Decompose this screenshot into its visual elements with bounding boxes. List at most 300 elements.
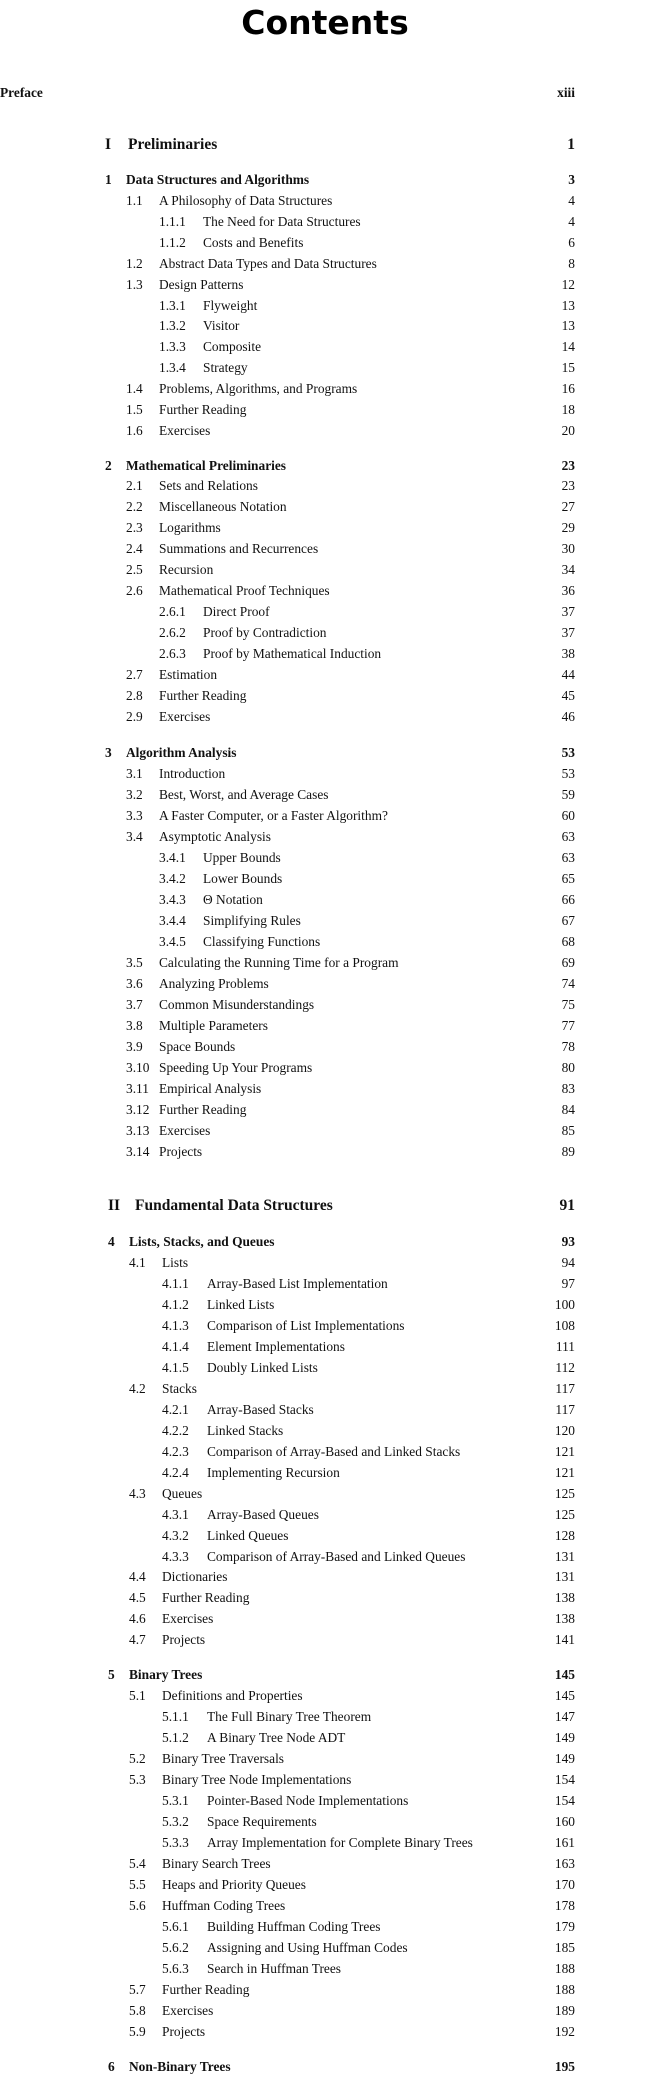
toc-entry-number: 3.7 (126, 997, 143, 1012)
toc-entry-title: Preliminaries (128, 136, 218, 153)
toc-entry[interactable] (0, 1896, 650, 1916)
toc-entry[interactable] (0, 1358, 650, 1378)
toc-entry-page: 30 (561, 541, 575, 556)
toc-entry[interactable] (0, 1421, 650, 1441)
toc-entry[interactable] (0, 1728, 650, 1748)
toc-entry-page: 27 (561, 499, 575, 514)
toc-entry-number: 2.6.1 (159, 604, 186, 619)
toc-entry[interactable] (0, 233, 650, 253)
toc-entry-page: 93 (561, 1234, 575, 1249)
toc-entry-title: Composite (203, 339, 262, 354)
toc-entry[interactable] (0, 1016, 650, 1036)
toc-entry-number: 1.3 (126, 277, 143, 292)
toc-entry[interactable] (0, 785, 650, 805)
toc-entry-title: The Full Binary Tree Theorem (207, 1709, 372, 1724)
toc-entry-number: 2.6 (126, 583, 143, 598)
toc-entry-title: Further Reading (159, 688, 247, 703)
toc-entry-title: Binary Tree Traversals (162, 1751, 285, 1766)
toc-entry-number: 3.11 (126, 1081, 149, 1096)
toc-entry-page: 12 (561, 277, 575, 292)
toc-entry-page: 69 (561, 955, 575, 970)
toc-entry[interactable] (0, 1100, 650, 1120)
toc-entry-page: 128 (554, 1528, 575, 1543)
toc-entry-number: 4.2.1 (162, 1402, 189, 1417)
toc-entry[interactable] (0, 953, 650, 973)
toc-entry-page: 89 (561, 1144, 575, 1159)
toc-entry-page: 121 (554, 1465, 575, 1480)
toc-entry-page: 53 (561, 745, 575, 760)
toc-entry-title: Stacks (162, 1381, 197, 1396)
toc-entry-title: A Binary Tree Node ADT (207, 1730, 346, 1745)
toc-entry-title: Lists (162, 1255, 189, 1270)
toc-entry-number: 1.4 (126, 381, 143, 396)
toc-entry[interactable] (0, 1463, 650, 1483)
toc-entry-number: 2.4 (126, 541, 143, 556)
toc-entry-title: Linked Queues (207, 1528, 289, 1543)
toc-entry-title: Doubly Linked Lists (207, 1360, 318, 1375)
toc-entry-title: Recursion (159, 562, 214, 577)
toc-entry-title: Abstract Data Types and Data Structures (159, 256, 377, 271)
toc-entry-title: Projects (162, 2024, 206, 2039)
toc-entry[interactable] (0, 848, 650, 868)
toc-entry-title: Array Implementation for Complete Binary Trees (207, 1835, 473, 1850)
toc-entry-title: A Philosophy of Data Structures (159, 193, 333, 208)
toc-entry-title: Mathematical Preliminaries (126, 458, 287, 473)
toc-entry[interactable] (0, 1379, 650, 1399)
toc-entry-number: 4.5 (129, 1590, 146, 1605)
toc-entry-number: 1.1.2 (159, 235, 186, 250)
toc-entry-number: 2 (105, 458, 112, 473)
toc-entry-page: xiii (557, 85, 575, 100)
toc-entry-title: Flyweight (203, 298, 258, 313)
toc-entry-number: 4.1 (129, 1255, 146, 1270)
toc-entry[interactable] (0, 1959, 650, 1979)
toc-entry[interactable] (0, 539, 650, 559)
toc-entry-number: 5 (108, 1667, 115, 1682)
toc-entry[interactable] (0, 1442, 650, 1462)
toc-entry[interactable] (0, 1079, 650, 1099)
toc-entry-number: I (105, 136, 112, 153)
toc-entry-title: Best, Worst, and Average Cases (159, 787, 329, 802)
toc-entry-number: 1.3.3 (159, 339, 186, 354)
toc-entry-number: 4.2.2 (162, 1423, 189, 1438)
toc-entry-page: 44 (561, 667, 575, 682)
toc-entry-number: 5.8 (129, 2003, 146, 2018)
toc-entry-page: 68 (561, 934, 575, 949)
toc-entry-title: Array-Based Stacks (207, 1402, 314, 1417)
toc-entry-page: 192 (554, 2024, 575, 2039)
toc-entry[interactable] (0, 316, 650, 336)
toc-entry-number: 2.5 (126, 562, 143, 577)
toc-entry-number: 4.4 (129, 1569, 146, 1584)
toc-entry[interactable] (0, 1337, 650, 1357)
toc-entry-page: 149 (554, 1730, 575, 1745)
toc-entry-title: Binary Search Trees (162, 1856, 271, 1871)
toc-entry-number: 5.7 (129, 1982, 146, 1997)
toc-entry-title: Logarithms (159, 520, 221, 535)
toc-entry-page: 74 (561, 976, 575, 991)
toc-entry[interactable] (0, 1833, 650, 1853)
toc-entry[interactable] (0, 1400, 650, 1420)
toc-entry-number: 3.4.5 (159, 934, 186, 949)
toc-entry-title: Projects (162, 1632, 206, 1647)
toc-entry[interactable] (0, 1749, 650, 1769)
toc-entry[interactable] (0, 83, 650, 103)
toc-entry[interactable] (0, 1980, 650, 2000)
toc-entry-title: Binary Trees (129, 1667, 203, 1682)
toc-entry[interactable] (0, 212, 650, 232)
toc-entry-number: 1.1.1 (159, 214, 186, 229)
toc-entry[interactable] (0, 1121, 650, 1141)
toc-entry[interactable] (0, 497, 650, 517)
toc-entry-number: 2.2 (126, 499, 143, 514)
toc-entry-page: 100 (554, 1297, 575, 1312)
toc-entry-page: 108 (554, 1318, 575, 1333)
toc-entry-number: 3.3 (126, 808, 143, 823)
toc-entry[interactable] (0, 2022, 650, 2042)
toc-entry-page: 63 (561, 829, 575, 844)
toc-entry[interactable] (0, 665, 650, 685)
toc-entry[interactable] (0, 1232, 650, 1252)
toc-entry[interactable] (0, 1567, 650, 1587)
toc-entry-title: Direct Proof (203, 604, 270, 619)
toc-entry-page: 189 (554, 2003, 575, 2018)
toc-entry-page: 4 (568, 193, 575, 208)
toc-entry-number: 5.3.3 (162, 1835, 189, 1850)
toc-entry[interactable] (0, 806, 650, 826)
toc-entry-page: 13 (561, 298, 575, 313)
toc-entry[interactable] (0, 911, 650, 931)
toc-entry[interactable] (0, 1854, 650, 1874)
toc-entry-page: 117 (555, 1402, 575, 1417)
toc-entry[interactable] (0, 254, 650, 274)
toc-entry-page: 121 (554, 1444, 575, 1459)
toc-entry[interactable] (0, 476, 650, 496)
toc-entry-number: 4.3.1 (162, 1507, 189, 1522)
toc-entry-page: 4 (568, 214, 575, 229)
toc-entry-title: Empirical Analysis (159, 1081, 262, 1096)
toc-entry-page: 178 (554, 1898, 575, 1913)
toc-entry-page: 94 (561, 1255, 575, 1270)
toc-entry[interactable] (0, 1609, 650, 1629)
toc-entry-number: 5.3 (129, 1772, 146, 1787)
toc-entry-title: Queues (162, 1486, 203, 1501)
toc-entry-number: 5.1.2 (162, 1730, 189, 1745)
toc-entry[interactable] (0, 623, 650, 643)
toc-entry-title: Calculating the Running Time for a Program (159, 955, 399, 970)
toc-entry[interactable] (0, 644, 650, 664)
toc-entry[interactable] (0, 707, 650, 727)
toc-entry[interactable] (0, 400, 650, 420)
toc-entry-title: Algorithm Analysis (126, 745, 237, 760)
toc-entry-number: 2.9 (126, 709, 143, 724)
toc-entry[interactable] (0, 995, 650, 1015)
toc-entry-title: Element Implementations (207, 1339, 345, 1354)
toc-entry-number: 3.6 (126, 976, 143, 991)
toc-entry-page: 188 (554, 1961, 575, 1976)
toc-entry-title: Dictionaries (162, 1569, 228, 1584)
toc-entry-title: Non-Binary Trees (129, 2059, 231, 2074)
toc-entry-number: 4.3.2 (162, 1528, 189, 1543)
toc-entry-page: 65 (561, 871, 575, 886)
toc-entry[interactable] (0, 1058, 650, 1078)
toc-entry-page: 149 (554, 1751, 575, 1766)
toc-entry-number: 1 (105, 172, 112, 187)
toc-entry-title: Exercises (159, 1123, 211, 1138)
toc-entry-title: Problems, Algorithms, and Programs (159, 381, 358, 396)
toc-entry-page: 125 (554, 1486, 575, 1501)
toc-entry[interactable] (0, 1142, 650, 1162)
toc-entry-title: Miscellaneous Notation (159, 499, 287, 514)
toc-entry-number: 4.1.3 (162, 1318, 189, 1333)
toc-entry-page: 14 (561, 339, 575, 354)
toc-entry-page: 6 (568, 235, 575, 250)
toc-entry-title: Visitor (203, 318, 240, 333)
toc-entry[interactable] (0, 191, 650, 211)
toc-entry-number: 3.2 (126, 787, 143, 802)
toc-entry-number: 3.4.3 (159, 892, 186, 907)
toc-entry-page: 85 (561, 1123, 575, 1138)
toc-entry[interactable] (0, 421, 650, 441)
toc-entry-number: 3.4.4 (159, 913, 186, 928)
toc-entry-title: Exercises (162, 2003, 214, 2018)
toc-entry-number: 3.4.1 (159, 850, 186, 865)
toc-entry[interactable] (0, 932, 650, 952)
toc-entry-title: Huffman Coding Trees (162, 1898, 286, 1913)
toc-entry-page: 53 (561, 766, 575, 781)
toc-entry-number: 2.3 (126, 520, 143, 535)
toc-entry-page: 117 (555, 1381, 575, 1396)
toc-entry-page: 154 (554, 1793, 575, 1808)
toc-entry-page: 59 (561, 787, 575, 802)
toc-entry-number: 1.2 (126, 256, 143, 271)
toc-entry-page: 20 (561, 423, 575, 438)
toc-entry-number: 3.1 (126, 766, 143, 781)
toc-entry-number: 6 (108, 2059, 115, 2074)
toc-entry-title: Implementing Recursion (207, 1465, 340, 1480)
toc-entry-page: 29 (561, 520, 575, 535)
toc-entry[interactable] (0, 1505, 650, 1525)
toc-entry-number: 3.8 (126, 1018, 143, 1033)
toc-entry-title: Building Huffman Coding Trees (207, 1919, 381, 1934)
toc-entry[interactable] (0, 602, 650, 622)
toc-entry[interactable] (0, 2001, 650, 2021)
toc-entry[interactable] (0, 827, 650, 847)
toc-entry[interactable] (0, 1194, 650, 1218)
toc-entry-title: Comparison of Array-Based and Linked Queues (207, 1549, 466, 1564)
toc-entry[interactable] (0, 560, 650, 580)
toc-entry-number: 1.5 (126, 402, 143, 417)
toc-entry-number: 2.8 (126, 688, 143, 703)
toc-entry[interactable] (0, 456, 650, 476)
toc-entry-page: 138 (554, 1611, 575, 1626)
toc-entry-page: 75 (561, 997, 575, 1012)
toc-entry-page: 160 (554, 1814, 575, 1829)
toc-entry[interactable] (0, 1917, 650, 1937)
toc-entry-title: Space Requirements (207, 1814, 317, 1829)
toc-entry-number: 5.6.2 (162, 1940, 189, 1955)
toc-entry-page: 3 (568, 172, 575, 187)
toc-entry-title: The Need for Data Structures (203, 214, 361, 229)
toc-entry-number: 5.6 (129, 1898, 146, 1913)
toc-entry-number: 2.7 (126, 667, 143, 682)
toc-entry[interactable] (0, 581, 650, 601)
toc-entry-number: 5.6.3 (162, 1961, 189, 1976)
toc-entry-number: 4 (108, 1234, 115, 1249)
toc-entry-page: 23 (561, 478, 575, 493)
toc-entry-page: 1 (567, 136, 575, 153)
toc-entry-title: Further Reading (159, 402, 247, 417)
toc-entry-page: 38 (561, 646, 575, 661)
toc-entry-number: II (108, 1197, 121, 1214)
toc-entry-title: Data Structures and Algorithms (126, 172, 310, 187)
toc-entry[interactable] (0, 869, 650, 889)
toc-entry-number: 3.13 (126, 1123, 150, 1138)
toc-entry-number: 3 (105, 745, 112, 760)
toc-entry-title: Array-Based Queues (207, 1507, 319, 1522)
toc-entry[interactable] (0, 1037, 650, 1057)
toc-entry-title: Simplifying Rules (203, 913, 301, 928)
toc-entry[interactable] (0, 890, 650, 910)
toc-entry-page: 34 (561, 562, 575, 577)
toc-entry-title: Assigning and Using Huffman Codes (207, 1940, 408, 1955)
toc-entry-title: Upper Bounds (203, 850, 281, 865)
toc-entry-title: Θ Notation (203, 892, 263, 907)
toc-entry-title: Definitions and Properties (162, 1688, 303, 1703)
toc-entry-number: 4.3.3 (162, 1549, 189, 1564)
toc-entry-page: 112 (555, 1360, 575, 1375)
toc-entry-page: 185 (554, 1940, 575, 1955)
toc-entry-title: Sets and Relations (159, 478, 258, 493)
toc-entry-number: 1.3.2 (159, 318, 186, 333)
toc-entry-page: 125 (554, 1507, 575, 1522)
toc-entry-page: 179 (554, 1919, 575, 1934)
toc-entry-title: Classifying Functions (203, 934, 321, 949)
toc-entry-title: Speeding Up Your Programs (159, 1060, 313, 1075)
toc-entry-page: 16 (561, 381, 575, 396)
toc-entry[interactable] (0, 764, 650, 784)
toc-entry-number: 5.1.1 (162, 1709, 189, 1724)
toc-entry[interactable] (0, 1253, 650, 1273)
toc-entry-title: Comparison of List Implementations (207, 1318, 405, 1333)
toc-entry[interactable] (0, 1707, 650, 1727)
toc-entry-number: 5.1 (129, 1688, 146, 1703)
toc-entry-title: A Faster Computer, or a Faster Algorithm? (159, 808, 388, 823)
toc-entry-number: 4.1.5 (162, 1360, 189, 1375)
toc-entry-title: Comparison of Array-Based and Linked Stacks (207, 1444, 461, 1459)
toc-entry[interactable] (0, 358, 650, 378)
toc-entry[interactable] (0, 170, 650, 190)
toc-entry-title: Multiple Parameters (159, 1018, 268, 1033)
toc-entry[interactable] (0, 686, 650, 706)
toc-entry-page: 195 (554, 2059, 575, 2074)
toc-entry-page: 83 (561, 1081, 575, 1096)
toc-entry-page: 46 (561, 709, 575, 724)
toc-entry-number: 4.1.1 (162, 1276, 189, 1291)
toc-entry-title: Design Patterns (159, 277, 244, 292)
toc-entry-title: Projects (159, 1144, 203, 1159)
toc-entry[interactable] (0, 1630, 650, 1650)
toc-entry-number: 1.6 (126, 423, 143, 438)
toc-entry-title: Summations and Recurrences (159, 541, 319, 556)
toc-entry[interactable] (0, 337, 650, 357)
toc-entry[interactable] (0, 974, 650, 994)
toc-entry[interactable] (0, 1875, 650, 1895)
toc-entry-number: 3.10 (126, 1060, 150, 1075)
toc-entry-page: 120 (554, 1423, 575, 1438)
toc-entry[interactable] (0, 1791, 650, 1811)
toc-entry[interactable] (0, 743, 650, 763)
toc-entry-number: 4.7 (129, 1632, 146, 1647)
toc-entry-title: Further Reading (159, 1102, 247, 1117)
toc-entry[interactable] (0, 518, 650, 538)
toc-entry[interactable] (0, 1665, 650, 1685)
toc-entry-title: Binary Tree Node Implementations (162, 1772, 352, 1787)
toc-entry[interactable] (0, 1316, 650, 1336)
toc-entry-number: 5.5 (129, 1877, 146, 1892)
toc-entry-number: 5.9 (129, 2024, 146, 2039)
toc-entry-title: Exercises (162, 1611, 214, 1626)
toc-entry[interactable] (0, 133, 650, 157)
toc-entry-page: 131 (554, 1549, 575, 1564)
toc-entry[interactable] (0, 1547, 650, 1567)
toc-entry[interactable] (0, 275, 650, 295)
toc-entry-number: 4.6 (129, 1611, 146, 1626)
toc-entry[interactable] (0, 1938, 650, 1958)
toc-entry[interactable] (0, 296, 650, 316)
toc-entry-page: 131 (554, 1569, 575, 1584)
toc-entry[interactable] (0, 1274, 650, 1294)
toc-entry-page: 161 (554, 1835, 575, 1850)
toc-entry[interactable] (0, 1588, 650, 1608)
toc-entry-page: 23 (561, 458, 575, 473)
toc-entry-page: 163 (554, 1856, 575, 1871)
toc-entry-number: 3.12 (126, 1102, 150, 1117)
toc-entry-number: 5.3.2 (162, 1814, 189, 1829)
toc-entry-title: Strategy (203, 360, 248, 375)
toc-entry[interactable] (0, 2057, 650, 2077)
toc-entry-page: 138 (554, 1590, 575, 1605)
toc-entry-title: Linked Lists (207, 1297, 275, 1312)
toc-entry-page: 145 (554, 1667, 575, 1682)
toc-entry[interactable] (0, 1686, 650, 1706)
toc-entry-page: 45 (561, 688, 575, 703)
toc-entry[interactable] (0, 1526, 650, 1546)
toc-entry[interactable] (0, 1484, 650, 1504)
toc-entry-title: Analyzing Problems (159, 976, 269, 991)
toc-entry-page: 188 (554, 1982, 575, 1997)
toc-entry-number: 3.14 (126, 1144, 150, 1159)
toc-entry[interactable] (0, 1295, 650, 1315)
toc-entry-title: Search in Huffman Trees (207, 1961, 342, 1976)
toc-entry-number: 4.3 (129, 1486, 146, 1501)
toc-entry-number: 3.5 (126, 955, 143, 970)
toc-entry-title: Array-Based List Implementation (207, 1276, 388, 1291)
toc-entry-number: 5.3.1 (162, 1793, 189, 1808)
toc-entry-title: Estimation (159, 667, 218, 682)
toc-entry[interactable] (0, 379, 650, 399)
toc-entry-title: Linked Stacks (207, 1423, 284, 1438)
toc-entry[interactable] (0, 1770, 650, 1790)
toc-entry[interactable] (0, 1812, 650, 1832)
toc-entry-page: 37 (561, 625, 575, 640)
toc-entry-page: 18 (561, 402, 575, 417)
toc-entry-title: Costs and Benefits (203, 235, 304, 250)
toc-entry-title: Lists, Stacks, and Queues (129, 1234, 275, 1249)
toc-entry-title: Common Misunderstandings (159, 997, 315, 1012)
toc-entry-number: 1.1 (126, 193, 143, 208)
toc-entry-page: 63 (561, 850, 575, 865)
